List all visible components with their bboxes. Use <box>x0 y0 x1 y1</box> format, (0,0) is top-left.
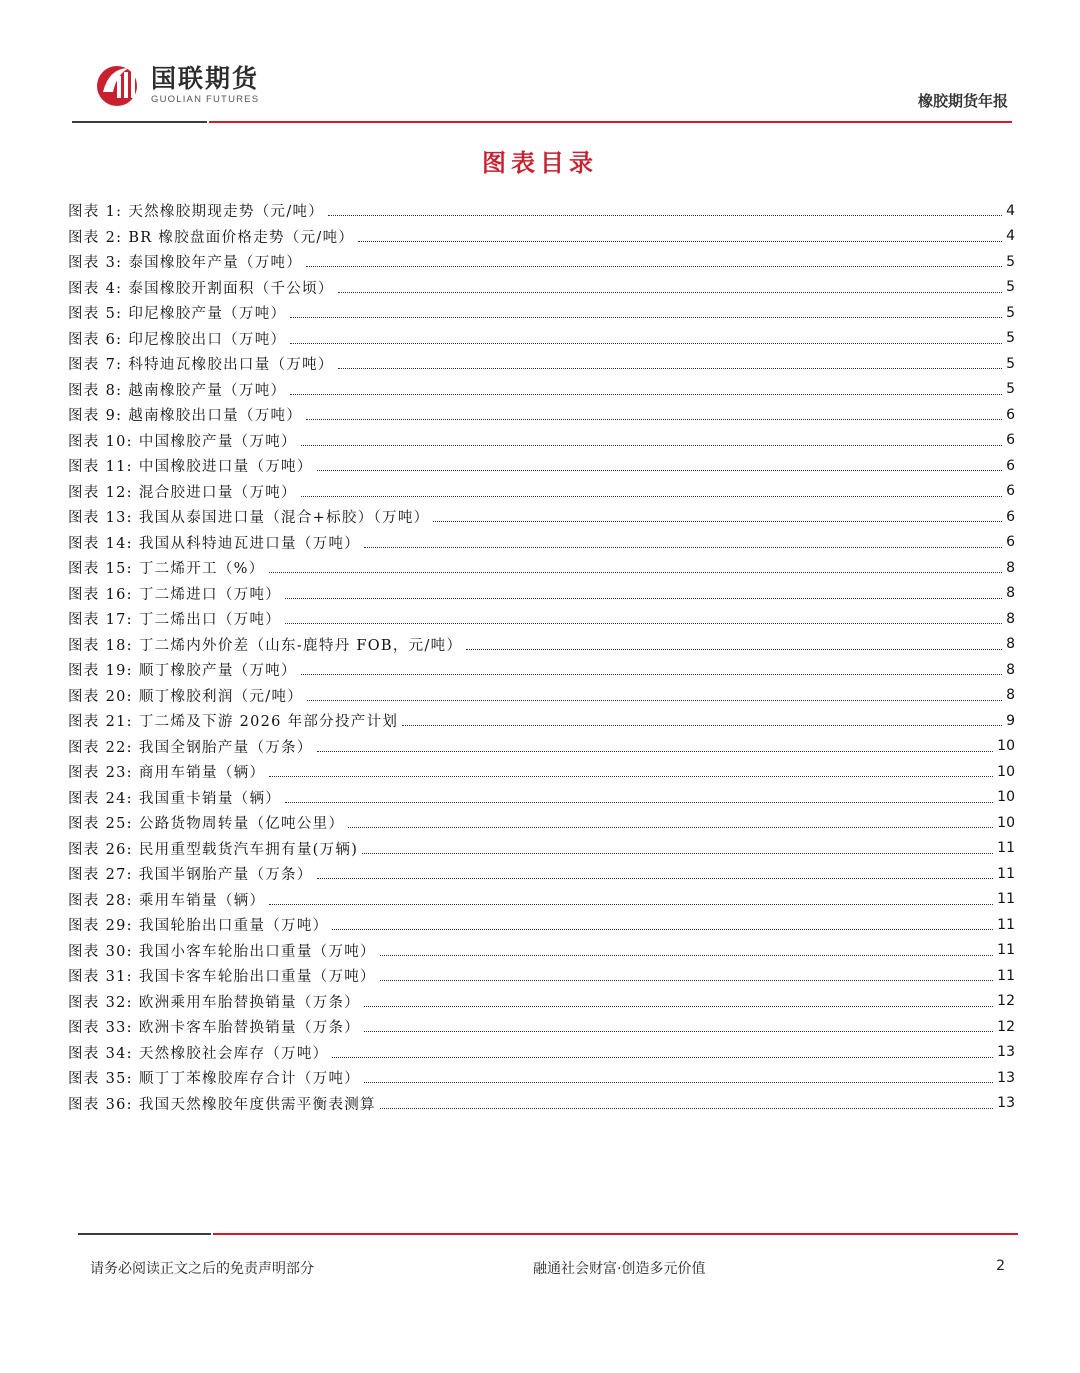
toc-entry-leader <box>301 445 1002 446</box>
toc-entry-prefix: 图表 <box>68 790 100 807</box>
toc-entry-prefix: 图表 <box>68 918 100 935</box>
toc-entry[interactable] <box>68 275 1015 301</box>
toc-entry[interactable] <box>68 887 1015 913</box>
toc-entry[interactable] <box>68 836 1015 862</box>
toc-entry-prefix: 图表 <box>68 382 100 399</box>
toc-entry-prefix: 图表 <box>68 255 100 272</box>
toc-entry-number: 23: <box>105 765 133 782</box>
toc-entry-label <box>68 685 303 706</box>
toc-entry-leader <box>269 572 1003 573</box>
toc-entry-title: 科特迪瓦橡胶出口量（万吨） <box>128 357 334 374</box>
toc-entry-title: 丁二烯出口（万吨） <box>138 612 282 629</box>
toc-entry-label <box>68 328 286 349</box>
toc-entry-leader <box>306 266 1002 267</box>
toc-entry-page: 11 <box>997 916 1015 933</box>
toc-entry-page: 10 <box>997 814 1015 831</box>
toc-entry-prefix: 图表 <box>68 408 100 425</box>
toc-entry-label <box>68 889 265 910</box>
toc-entry[interactable] <box>68 453 1015 479</box>
toc-entry-leader <box>306 419 1002 420</box>
toc-entry-number: 4: <box>105 280 123 297</box>
toc-entry[interactable] <box>68 428 1015 454</box>
toc-entry-title: 中国橡胶进口量（万吨） <box>138 459 313 476</box>
toc-entry-number: 13: <box>105 510 133 527</box>
toc-entry-number: 15: <box>105 561 133 578</box>
toc-entry-title: 我国从泰国进口量（混合+标胶）（万吨） <box>138 510 430 527</box>
toc-entry-label <box>68 277 334 298</box>
toc-entry-prefix: 图表 <box>68 204 100 221</box>
toc-entry-prefix: 图表 <box>68 892 100 909</box>
toc-entry[interactable] <box>68 249 1015 275</box>
toc-entry-number: 22: <box>105 739 133 756</box>
guolian-logo-icon <box>95 62 141 108</box>
toc-entry-prefix: 图表 <box>68 433 100 450</box>
toc-entry-number: 9: <box>105 408 123 425</box>
toc-entry[interactable] <box>68 1014 1015 1040</box>
toc-entry-number: 19: <box>105 663 133 680</box>
toc-entry-page: 12 <box>997 993 1015 1010</box>
logo-english-name: GUOLIAN FUTURES <box>151 93 260 105</box>
toc-entry-page: 8 <box>1006 585 1015 602</box>
toc-entry-label <box>68 251 302 272</box>
toc-entry-prefix: 图表 <box>68 484 100 501</box>
toc-entry-leader <box>328 215 1002 216</box>
toc-entry-number: 31: <box>105 969 133 986</box>
toc-entry-page: 4 <box>1006 228 1015 245</box>
toc-entry-prefix: 图表 <box>68 765 100 782</box>
logo-chinese-name: 国联期货 <box>151 63 260 93</box>
toc-entry-leader <box>364 1006 993 1007</box>
toc-entry-prefix: 图表 <box>68 229 100 246</box>
toc-entry-number: 28: <box>105 892 133 909</box>
toc-entry-page: 10 <box>997 763 1015 780</box>
toc-entry-leader <box>290 394 1002 395</box>
toc-entry-page: 6 <box>1006 457 1015 474</box>
toc-entry[interactable] <box>68 581 1015 607</box>
toc-entry-leader <box>290 317 1002 318</box>
toc-entry-leader <box>317 470 1002 471</box>
toc-entry-title: 乘用车销量（辆） <box>138 892 266 909</box>
toc-entry-label <box>68 914 328 935</box>
toc-entry-page: 12 <box>997 1018 1015 1035</box>
toc-entry-page: 6 <box>1006 508 1015 525</box>
toc-entry-prefix: 图表 <box>68 867 100 884</box>
page-header <box>0 0 1080 130</box>
toc-entry-label <box>68 430 297 451</box>
toc-entry-leader <box>364 1082 993 1083</box>
toc-entry-page: 8 <box>1006 559 1015 576</box>
toc-entry-label <box>68 965 376 986</box>
toc-entry-number: 33: <box>105 1020 133 1037</box>
toc-entry-leader <box>338 292 1002 293</box>
toc-entry[interactable] <box>68 632 1015 658</box>
toc-entry-leader <box>362 853 993 854</box>
toc-list <box>68 198 1015 1116</box>
toc-entry[interactable] <box>68 555 1015 581</box>
toc-entry-leader <box>466 649 1002 650</box>
toc-entry-prefix: 图表 <box>68 586 100 603</box>
toc-entry-leader <box>364 547 1002 548</box>
toc-entry-page: 5 <box>1006 304 1015 321</box>
toc-entry-label <box>68 710 398 731</box>
toc-entry-prefix: 图表 <box>68 637 100 654</box>
toc-entry-title: 我国从科特迪瓦进口量（万吨） <box>138 535 361 552</box>
toc-entry-page: 11 <box>997 967 1015 984</box>
toc-entry-label <box>68 200 324 221</box>
toc-entry-page: 5 <box>1006 381 1015 398</box>
toc-entry-label <box>68 353 334 374</box>
toc-entry-title: 印尼橡胶产量（万吨） <box>128 306 287 323</box>
toc-entry[interactable] <box>68 606 1015 632</box>
toc-entry-leader <box>402 725 1002 726</box>
toc-entry-number: 36: <box>105 1096 133 1113</box>
toc-entry-page: 11 <box>997 840 1015 857</box>
toc-entry-number: 32: <box>105 994 133 1011</box>
toc-entry-prefix: 图表 <box>68 1045 100 1062</box>
toc-entry-leader <box>285 623 1002 624</box>
toc-entry-title: 越南橡胶产量（万吨） <box>128 382 287 399</box>
toc-entry-label <box>68 226 354 247</box>
toc-entry-title: 印尼橡胶出口（万吨） <box>128 331 287 348</box>
toc-entry-number: 12: <box>105 484 133 501</box>
toc-entry[interactable] <box>68 938 1015 964</box>
toc-entry-page: 8 <box>1006 687 1015 704</box>
toc-entry-label <box>68 506 429 527</box>
toc-entry-label <box>68 1016 360 1037</box>
toc-entry-page: 11 <box>997 891 1015 908</box>
toc-entry[interactable] <box>68 657 1015 683</box>
toc-entry-page: 5 <box>1006 330 1015 347</box>
toc-entry-title: 越南橡胶出口量（万吨） <box>128 408 303 425</box>
toc-entry-leader <box>380 1108 993 1109</box>
toc-entry-label <box>68 991 360 1012</box>
toc-entry-leader <box>301 496 1002 497</box>
toc-entry-title: 泰国橡胶开割面积（千公顷） <box>128 280 334 297</box>
toc-entry-leader <box>380 980 993 981</box>
header-divider-red <box>209 121 1012 123</box>
toc-entry-prefix: 图表 <box>68 1071 100 1088</box>
toc-entry-number: 16: <box>105 586 133 603</box>
toc-entry-label <box>68 557 265 578</box>
toc-entry-number: 21: <box>105 714 133 731</box>
toc-entry-leader <box>348 827 993 828</box>
toc-entry-title: 我国小客车轮胎出口重量（万吨） <box>138 943 376 960</box>
toc-entry-prefix: 图表 <box>68 994 100 1011</box>
report-name: 橡胶期货年报 <box>917 92 1008 110</box>
toc-entry-number: 29: <box>105 918 133 935</box>
toc-entry-number: 34: <box>105 1045 133 1062</box>
toc-entry-prefix: 图表 <box>68 943 100 960</box>
toc-entry-title: 天然橡胶社会库存（万吨） <box>138 1045 329 1062</box>
toc-entry-label <box>68 481 297 502</box>
toc-entry-number: 2: <box>105 229 123 246</box>
toc-entry-title: 丁二烯及下游 2026 年部分投产计划 <box>138 714 399 731</box>
toc-entry[interactable] <box>68 708 1015 734</box>
toc-entry-page: 6 <box>1006 432 1015 449</box>
footer-divider-dark <box>78 1233 211 1235</box>
toc-entry-number: 24: <box>105 790 133 807</box>
toc-entry-page: 11 <box>997 942 1015 959</box>
toc-entry[interactable] <box>68 810 1015 836</box>
toc-entry-number: 8: <box>105 382 123 399</box>
toc-entry-title: BR 橡胶盘面价格走势（元/吨） <box>128 229 355 246</box>
toc-entry-leader <box>317 878 994 879</box>
toc-entry[interactable] <box>68 530 1015 556</box>
toc-entry-prefix: 图表 <box>68 612 100 629</box>
toc-entry-label <box>68 302 286 323</box>
company-logo <box>95 62 259 108</box>
toc-entry-page: 5 <box>1006 355 1015 372</box>
toc-entry-number: 18: <box>105 637 133 654</box>
toc-entry-title: 中国橡胶产量（万吨） <box>138 433 297 450</box>
toc-entry-title: 我国全钢胎产量（万条） <box>138 739 313 756</box>
toc-entry-title: 民用重型载货汽车拥有量(万辆) <box>138 841 359 858</box>
toc-entry-label <box>68 608 281 629</box>
toc-entry-leader <box>301 674 1002 675</box>
toc-entry-prefix: 图表 <box>68 816 100 833</box>
toc-entry-leader <box>285 598 1002 599</box>
footer-slogan: 融通社会财富·创造多元价值 <box>533 1261 706 1277</box>
toc-entry-number: 10: <box>105 433 133 450</box>
toc-entry-number: 3: <box>105 255 123 272</box>
toc-entry-leader <box>332 1057 993 1058</box>
toc-entry-number: 1: <box>105 204 123 221</box>
toc-entry-label <box>68 1042 328 1063</box>
toc-entry-title: 我国重卡销量（辆） <box>138 790 282 807</box>
toc-entry[interactable] <box>68 351 1015 377</box>
toc-entry-title: 欧洲乘用车胎替换销量（万条） <box>138 994 361 1011</box>
toc-entry-number: 5: <box>105 306 123 323</box>
toc-entry-label <box>68 659 297 680</box>
toc-entry-label <box>68 863 313 884</box>
toc-entry-title: 丁二烯进口（万吨） <box>138 586 282 603</box>
toc-entry[interactable] <box>68 198 1015 224</box>
toc-entry-leader <box>307 700 1002 701</box>
toc-entry-prefix: 图表 <box>68 1096 100 1113</box>
toc-entry-label <box>68 1067 360 1088</box>
toc-entry-page: 8 <box>1006 636 1015 653</box>
toc-entry-title: 我国轮胎出口重量（万吨） <box>138 918 329 935</box>
toc-entry[interactable] <box>68 300 1015 326</box>
toc-entry-title: 我国天然橡胶年度供需平衡表测算 <box>138 1096 376 1113</box>
toc-entry-title: 泰国橡胶年产量（万吨） <box>128 255 303 272</box>
toc-entry-number: 35: <box>105 1071 133 1088</box>
toc-entry-label <box>68 404 302 425</box>
toc-entry-page: 10 <box>997 789 1015 806</box>
toc-entry-title: 公路货物周转量（亿吨公里） <box>138 816 345 833</box>
toc-entry-label <box>68 761 265 782</box>
toc-entry-title: 顺丁橡胶产量（万吨） <box>138 663 297 680</box>
toc-entry[interactable] <box>68 326 1015 352</box>
toc-entry[interactable] <box>68 224 1015 250</box>
toc-entry-label <box>68 787 281 808</box>
toc-entry-title: 顺丁丁苯橡胶库存合计（万吨） <box>138 1071 361 1088</box>
toc-entry-page: 8 <box>1006 661 1015 678</box>
toc-entry-title: 混合胶进口量（万吨） <box>138 484 297 501</box>
toc-entry-prefix: 图表 <box>68 280 100 297</box>
toc-entry-leader <box>332 929 993 930</box>
toc-entry[interactable] <box>68 1040 1015 1066</box>
toc-entry-leader <box>338 368 1002 369</box>
toc-entry[interactable] <box>68 989 1015 1015</box>
toc-entry-number: 30: <box>105 943 133 960</box>
toc-entry-prefix: 图表 <box>68 510 100 527</box>
toc-entry[interactable] <box>68 785 1015 811</box>
toc-entry-label <box>68 838 358 859</box>
toc-entry[interactable] <box>68 402 1015 428</box>
header-divider-dark <box>72 121 207 123</box>
toc-entry[interactable] <box>68 912 1015 938</box>
toc-entry[interactable] <box>68 479 1015 505</box>
toc-entry-leader <box>269 904 993 905</box>
toc-entry-page: 6 <box>1006 483 1015 500</box>
toc-entry-page: 13 <box>997 1069 1015 1086</box>
toc-entry-page: 6 <box>1006 534 1015 551</box>
toc-entry-leader <box>290 343 1002 344</box>
toc-entry-leader <box>433 521 1002 522</box>
toc-entry[interactable] <box>68 377 1015 403</box>
toc-entry-title: 顺丁橡胶利润（元/吨） <box>138 688 304 705</box>
toc-entry-number: 11: <box>105 459 133 476</box>
toc-entry-page: 8 <box>1006 610 1015 627</box>
toc-entry-prefix: 图表 <box>68 739 100 756</box>
toc-entry[interactable] <box>68 734 1015 760</box>
toc-entry[interactable] <box>68 963 1015 989</box>
toc-entry[interactable] <box>68 861 1015 887</box>
toc-entry-prefix: 图表 <box>68 688 100 705</box>
toc-entry-title: 商用车销量（辆） <box>138 765 266 782</box>
toc-entry[interactable] <box>68 1091 1015 1117</box>
toc-entry-prefix: 图表 <box>68 561 100 578</box>
toc-entry-prefix: 图表 <box>68 331 100 348</box>
toc-entry-label <box>68 455 313 476</box>
toc-entry-prefix: 图表 <box>68 663 100 680</box>
toc-entry-label <box>68 532 360 553</box>
toc-entry[interactable] <box>68 683 1015 709</box>
toc-entry-number: 27: <box>105 867 133 884</box>
toc-title: 图表目录 <box>482 148 598 177</box>
toc-entry-prefix: 图表 <box>68 841 100 858</box>
toc-entry[interactable] <box>68 1065 1015 1091</box>
toc-entry-number: 7: <box>105 357 123 374</box>
toc-entry-leader <box>285 802 993 803</box>
toc-entry-leader <box>358 241 1002 242</box>
toc-entry-number: 20: <box>105 688 133 705</box>
toc-entry-title: 丁二烯开工（%） <box>138 561 265 578</box>
footer-disclaimer: 请务必阅读正文之后的免责声明部分 <box>90 1261 314 1277</box>
toc-entry-prefix: 图表 <box>68 459 100 476</box>
toc-entry-label <box>68 812 344 833</box>
toc-entry-label <box>68 583 281 604</box>
toc-entry-number: 14: <box>105 535 133 552</box>
toc-entry-page: 6 <box>1006 406 1015 423</box>
toc-entry-prefix: 图表 <box>68 535 100 552</box>
toc-entry-number: 25: <box>105 816 133 833</box>
toc-entry-title: 我国半钢胎产量（万条） <box>138 867 313 884</box>
toc-entry-page: 4 <box>1006 202 1015 219</box>
toc-entry-page: 13 <box>997 1044 1015 1061</box>
toc-entry[interactable] <box>68 504 1015 530</box>
toc-entry-title: 我国卡客车轮胎出口重量（万吨） <box>138 969 376 986</box>
toc-entry-title: 天然橡胶期现走势（元/吨） <box>128 204 325 221</box>
toc-entry-title: 丁二烯内外价差（山东-鹿特丹 FOB，元/吨） <box>138 637 463 654</box>
footer-divider-red <box>213 1233 1018 1235</box>
toc-entry-number: 26: <box>105 841 133 858</box>
toc-entry-label <box>68 379 286 400</box>
toc-entry-prefix: 图表 <box>68 357 100 374</box>
toc-entry-label <box>68 736 313 757</box>
toc-entry-page: 5 <box>1006 253 1015 270</box>
toc-entry-page: 9 <box>1006 712 1015 729</box>
toc-entry-prefix: 图表 <box>68 1020 100 1037</box>
toc-entry-title: 欧洲卡客车胎替换销量（万条） <box>138 1020 361 1037</box>
toc-entry-prefix: 图表 <box>68 714 100 731</box>
toc-entry-page: 5 <box>1006 279 1015 296</box>
toc-entry-prefix: 图表 <box>68 306 100 323</box>
toc-entry-leader <box>364 1031 993 1032</box>
toc-entry-page: 10 <box>997 738 1015 755</box>
toc-entry-prefix: 图表 <box>68 969 100 986</box>
toc-entry-page: 11 <box>997 865 1015 882</box>
toc-entry[interactable] <box>68 759 1015 785</box>
toc-entry-leader <box>380 955 993 956</box>
toc-entry-number: 17: <box>105 612 133 629</box>
toc-entry-label <box>68 634 462 655</box>
page-number: 2 <box>996 1258 1005 1274</box>
toc-entry-label <box>68 940 376 961</box>
toc-entry-leader <box>269 776 993 777</box>
toc-entry-page: 13 <box>997 1095 1015 1112</box>
toc-entry-number: 6: <box>105 331 123 348</box>
toc-entry-label <box>68 1093 376 1114</box>
toc-entry-leader <box>317 751 994 752</box>
